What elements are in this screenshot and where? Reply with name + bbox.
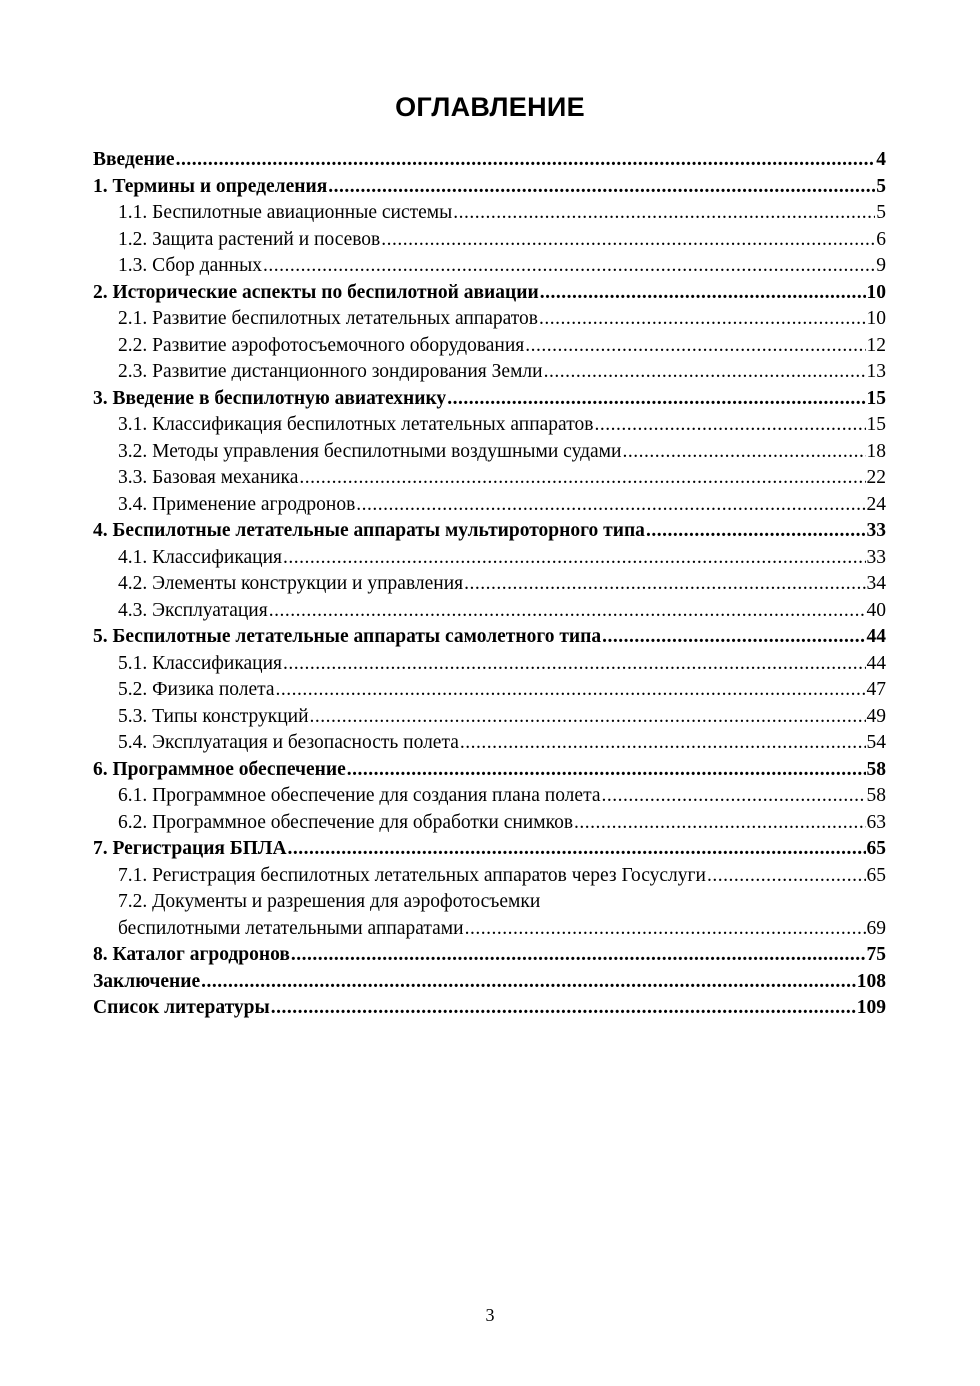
toc-entry-page: 24: [866, 493, 886, 515]
dot-leader: [299, 465, 865, 492]
toc-entry-page: 12: [866, 334, 886, 356]
toc-entry-label: 1.3. Сбор данных: [118, 255, 262, 276]
dot-leader: [453, 200, 875, 227]
dot-leader: [381, 227, 875, 254]
toc-entry-label: 4.3. Эксплуатация: [118, 599, 268, 621]
toc-entry-label: 5.2. Физика полета: [118, 679, 275, 700]
dot-leader: [539, 306, 865, 333]
toc-entry-page: 18: [866, 440, 886, 462]
toc-entry[interactable]: [93, 174, 886, 201]
toc-entry[interactable]: [93, 810, 886, 837]
toc-entry-page: 5: [876, 202, 886, 223]
toc-entry-page: 54: [866, 732, 886, 753]
toc-entry-page: 40: [866, 599, 886, 621]
toc-entry-label: 2.1. Развитие беспилотных летательных аппаратов: [118, 308, 539, 329]
dot-leader: [269, 598, 866, 625]
toc-entry[interactable]: [93, 386, 886, 413]
toc-entry-page: 49: [866, 705, 886, 727]
toc-entry-page: 108: [856, 970, 886, 992]
page-number: 3: [485, 1305, 495, 1325]
toc-entry[interactable]: [93, 651, 886, 678]
toc-entry[interactable]: [93, 969, 886, 996]
dot-leader: [283, 651, 865, 678]
toc-entry-label: 3.1. Классификация беспилотных летательных аппаратов: [118, 414, 594, 435]
toc-entry-label: 8. Каталог агродронов: [93, 944, 290, 965]
dot-leader: [540, 280, 866, 307]
dot-leader: [544, 359, 866, 386]
toc-entry-page: 10: [866, 308, 886, 329]
toc-entry-page: 63: [866, 811, 886, 833]
toc-entry[interactable]: [93, 757, 886, 784]
toc-entry[interactable]: [93, 730, 886, 757]
toc-entry-label: 1.1. Беспилотные авиационные системы: [118, 202, 453, 223]
toc-entry-page: 44: [866, 626, 886, 647]
toc-entry[interactable]: [93, 227, 886, 254]
dot-leader: [622, 439, 865, 466]
toc-entry-label: Введение: [93, 149, 175, 170]
dot-leader: [525, 333, 865, 360]
toc-entry-page: 58: [866, 785, 886, 806]
dot-leader: [271, 995, 856, 1022]
toc-entry-page: 58: [866, 758, 886, 780]
toc-entry[interactable]: [93, 836, 886, 863]
dot-leader: [646, 518, 866, 545]
toc-entry-label: 7.2. Документы и разрешения для аэрофотосъемки: [118, 891, 541, 912]
dot-leader: [176, 147, 876, 174]
toc-entry-label: 4.1. Классификация: [118, 546, 283, 568]
dot-leader: [707, 863, 866, 890]
toc-entry[interactable]: [93, 200, 886, 227]
toc-entry-label: 5. Беспилотные летательные аппараты самолетного типа: [93, 626, 602, 647]
toc-entry[interactable]: [93, 995, 886, 1022]
toc-entry-label: 3. Введение в беспилотную авиатехнику: [93, 387, 447, 409]
page-title: ОГЛАВЛЕНИЕ: [395, 92, 585, 122]
toc-entry-label: 5.3. Типы конструкций: [118, 705, 309, 727]
dot-leader: [464, 571, 865, 598]
dot-leader: [283, 545, 865, 572]
dot-leader: [465, 916, 866, 943]
toc-entry-page: 75: [866, 944, 886, 965]
toc-entry-label: беспилотными летательными аппаратами: [118, 917, 464, 939]
toc-entry-label: Список литературы: [93, 997, 270, 1018]
toc-entry-label: 1.2. Защита растений и посевов: [118, 228, 381, 250]
toc-entry[interactable]: [93, 571, 886, 598]
toc-entry-page: 5: [876, 175, 886, 197]
toc-entry-page: 34: [866, 573, 886, 594]
toc-entry-continuation[interactable]: [93, 916, 886, 943]
toc-entry[interactable]: [93, 624, 886, 651]
toc-entry-label: 4. Беспилотные летательные аппараты мультироторного типа: [93, 520, 645, 541]
dot-leader: [288, 836, 866, 863]
toc-entry[interactable]: [93, 306, 886, 333]
dot-leader: [328, 174, 875, 201]
toc-entry[interactable]: [93, 333, 886, 360]
toc-entry[interactable]: [93, 465, 886, 492]
toc-entry-label: 2. Исторические аспекты по беспилотной авиации: [93, 281, 539, 303]
toc-entry[interactable]: [93, 280, 886, 307]
toc-entry-page: 4: [876, 149, 886, 170]
toc-entry[interactable]: [93, 545, 886, 572]
dot-leader: [356, 492, 865, 519]
dot-leader: [310, 704, 866, 731]
dot-leader: [201, 969, 856, 996]
toc-entry[interactable]: [93, 889, 886, 916]
toc-entry[interactable]: [93, 704, 886, 731]
toc-entry-label: 6.2. Программное обеспечение для обработки снимков: [118, 811, 574, 833]
toc-entry[interactable]: [93, 253, 886, 280]
toc-entry[interactable]: [93, 492, 886, 519]
dot-leader: [594, 412, 865, 439]
toc-entry-page: 33: [866, 546, 886, 568]
toc-entry[interactable]: [93, 598, 886, 625]
toc-entry-label: 2.3. Развитие дистанционного зондирования Земли: [118, 361, 543, 382]
toc-entry-label: 3.4. Применение агродронов: [118, 493, 356, 515]
toc-entry-label: 3.3. Базовая механика: [118, 467, 299, 488]
table-of-contents: [93, 147, 886, 1022]
toc-entry[interactable]: [93, 942, 886, 969]
dot-leader: [602, 624, 865, 651]
toc-entry[interactable]: [93, 783, 886, 810]
toc-entry-page: 65: [866, 838, 886, 859]
toc-entry[interactable]: [93, 412, 886, 439]
toc-entry-label: 7. Регистрация БПЛА: [93, 838, 287, 859]
toc-entry-page: 15: [866, 414, 886, 435]
toc-entry-label: 1. Термины и определения: [93, 175, 328, 197]
toc-entry[interactable]: [93, 518, 886, 545]
toc-entry-label: 3.2. Методы управления беспилотными воздушными судами: [118, 440, 622, 462]
toc-entry[interactable]: [93, 439, 886, 466]
toc-entry-page: 9: [876, 255, 886, 276]
toc-entry-label: Заключение: [93, 970, 201, 992]
toc-entry-label: 5.1. Классификация: [118, 652, 283, 674]
dot-leader: [263, 253, 875, 280]
toc-entry-label: 2.2. Развитие аэрофотосъемочного оборудования: [118, 334, 525, 356]
toc-entry-label: 7.1. Регистрация беспилотных летательных аппаратов через Госуслуги: [118, 864, 706, 886]
dot-leader: [291, 942, 866, 969]
toc-entry-page: 15: [866, 387, 886, 409]
dot-leader: [601, 783, 865, 810]
toc-entry-page: 109: [856, 997, 886, 1018]
toc-entry[interactable]: [93, 863, 886, 890]
toc-entry-page: 44: [866, 652, 886, 674]
toc-entry-page: 10: [866, 281, 886, 303]
toc-entry-label: 5.4. Эксплуатация и безопасность полета: [118, 732, 459, 753]
toc-entry-label: 4.2. Элементы конструкции и управления: [118, 573, 464, 594]
toc-entry-page: 13: [866, 361, 886, 382]
toc-entry-label: 6.1. Программное обеспечение для создания плана полета: [118, 785, 601, 806]
toc-entry-page: 65: [866, 864, 886, 886]
toc-entry[interactable]: [93, 677, 886, 704]
toc-entry-page: 6: [876, 228, 886, 250]
toc-entry-page: 69: [866, 917, 886, 939]
dot-leader: [347, 757, 866, 784]
dot-leader: [574, 810, 865, 837]
toc-entry[interactable]: [93, 147, 886, 174]
toc-entry-page: 22: [866, 467, 886, 488]
dot-leader: [276, 677, 866, 704]
toc-entry[interactable]: [93, 359, 886, 386]
toc-entry-label: 6. Программное обеспечение: [93, 758, 346, 780]
toc-entry-page: 33: [866, 520, 886, 541]
dot-leader: [460, 730, 866, 757]
toc-entry-page: 47: [866, 679, 886, 700]
dot-leader: [447, 386, 865, 413]
